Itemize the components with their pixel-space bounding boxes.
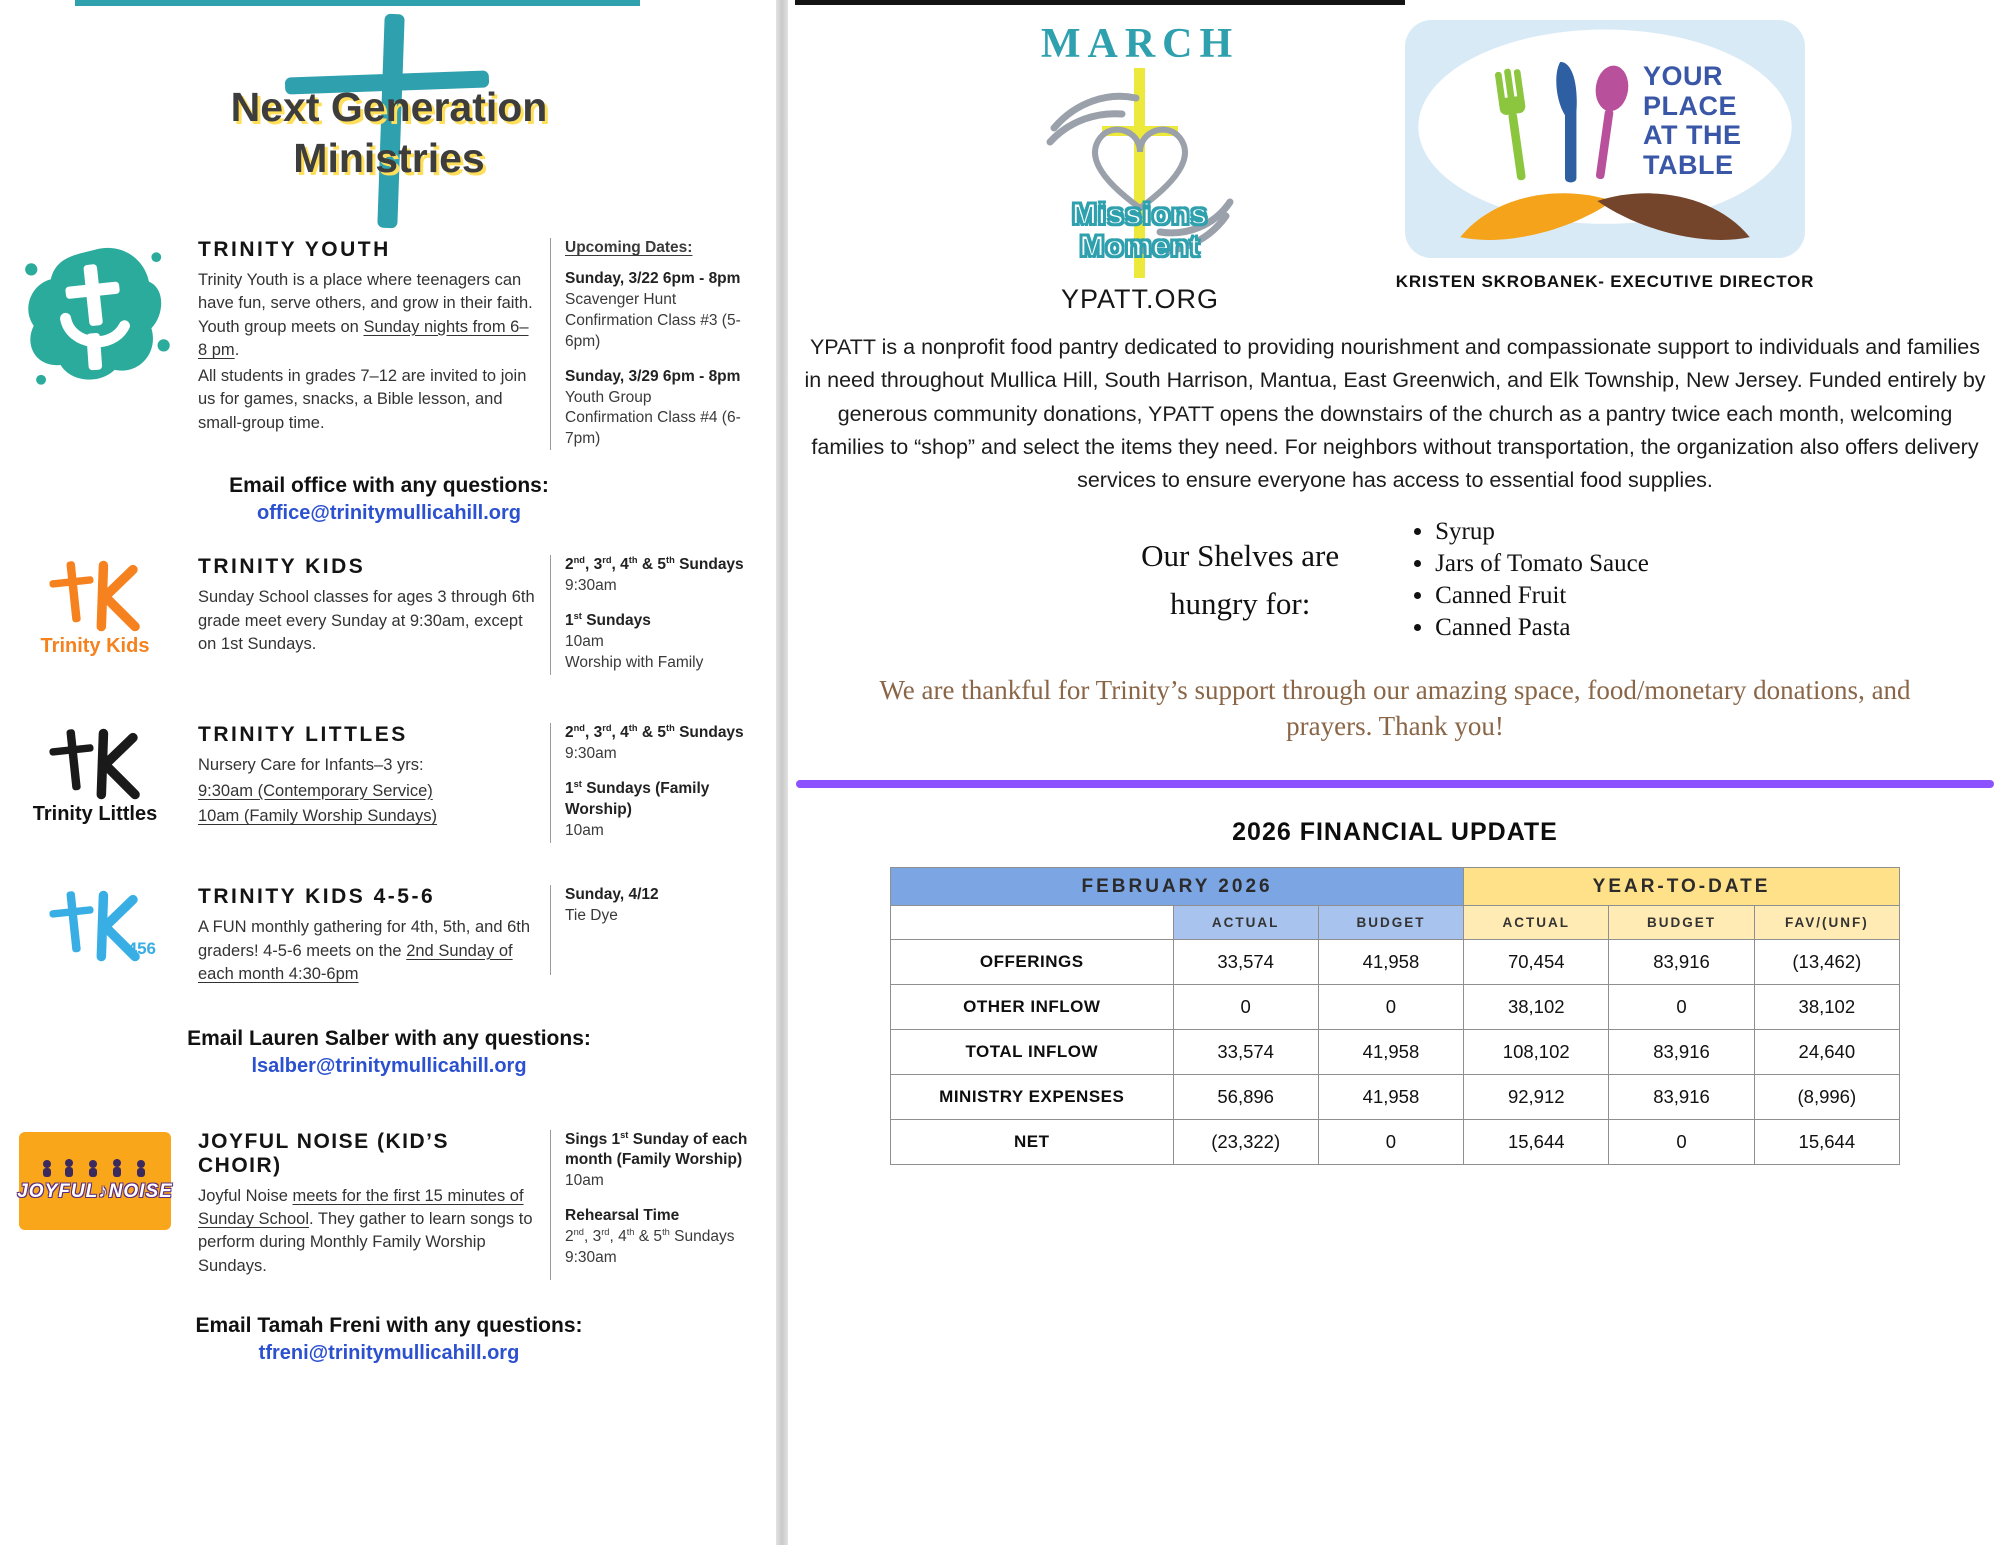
cell-value: 38,102 bbox=[1754, 985, 1899, 1030]
body-text: Trinity Youth is a place where teenagers can have fun, serve others, and grow in their faith. Youth group meets on bbox=[198, 271, 533, 336]
table-row bbox=[891, 1075, 1900, 1120]
year-to-date-header: YEAR-TO-DATE bbox=[1464, 868, 1900, 906]
456-label: 456 bbox=[127, 939, 156, 959]
trinity-youth-body2: All students in grades 7–12 are invited to join us for games, snacks, a Bible lesson, and small-group time. bbox=[198, 366, 527, 432]
ypatt-word: YOUR bbox=[1643, 61, 1724, 91]
row-label: OFFERINGS bbox=[891, 940, 1174, 985]
column-header: ACTUAL bbox=[1464, 906, 1609, 940]
schedule-line: 9:30am bbox=[565, 577, 617, 595]
thanks-message: We are thankful for Trinity’s support through our amazing space, food/monetary donations, and prayers. Thank you! bbox=[879, 674, 1911, 741]
trinity-littles-time2: 10am (Family Worship Sundays) bbox=[198, 807, 438, 826]
joyful-noise-logo bbox=[6, 1130, 184, 1230]
table-row bbox=[891, 940, 1900, 985]
email-tamah-label: Email Tamah Freni with any questions: bbox=[195, 1314, 583, 1338]
cell-value: (23,322) bbox=[1173, 1120, 1318, 1165]
joyful-noise-badge-icon bbox=[19, 1132, 171, 1230]
purple-divider bbox=[796, 780, 1994, 788]
ypatt-word: PLACE bbox=[1643, 90, 1738, 121]
trinity-littles-heading: TRINITY LITTLES bbox=[198, 723, 408, 747]
executive-director-label: KRISTEN SKROBANEK- EXECUTIVE DIRECTOR bbox=[1395, 272, 1815, 291]
date-title: Sunday, 3/29 6pm - 8pm bbox=[565, 367, 741, 385]
table-row bbox=[891, 985, 1900, 1030]
page-title-line1: Next Generation bbox=[230, 84, 548, 130]
shelves-section bbox=[796, 514, 1994, 646]
paint-splat-cross-icon bbox=[19, 240, 171, 392]
column-header: BUDGET bbox=[1609, 906, 1754, 940]
cell-value: 108,102 bbox=[1464, 1030, 1609, 1075]
trinity-littles-content bbox=[198, 723, 536, 830]
cell-value: 33,574 bbox=[1173, 940, 1318, 985]
corner-cell bbox=[891, 906, 1174, 940]
column-header: FAV/(UNF) bbox=[1754, 906, 1899, 940]
schedule-line: 2nd, 3rd, 4th & 5th Sundays bbox=[565, 1227, 735, 1246]
joyful-noise-content bbox=[198, 1130, 536, 1281]
ypatt-word: AT THE bbox=[1643, 120, 1742, 151]
cell-value: 15,644 bbox=[1464, 1120, 1609, 1165]
february-2026-header: FEBRUARY 2026 bbox=[891, 868, 1464, 906]
schedule-line: 9:30am bbox=[565, 1249, 617, 1267]
schedule-line: Tie Dye bbox=[565, 907, 618, 925]
your-place-at-the-table-logo bbox=[1405, 20, 1805, 260]
upcoming-dates-heading: Upcoming Dates: bbox=[565, 239, 693, 256]
cell-value: 24,640 bbox=[1754, 1030, 1899, 1075]
column-header: BUDGET bbox=[1318, 906, 1463, 940]
cell-value: 83,916 bbox=[1609, 1030, 1754, 1075]
body-underlined: meets for the first 15 minutes of Sunday School bbox=[198, 1186, 524, 1228]
table-subheader-row bbox=[891, 906, 1900, 940]
schedule-title: 1st Sundays bbox=[565, 610, 651, 630]
financial-table bbox=[890, 867, 1900, 1165]
trinity-kids-content bbox=[198, 555, 536, 658]
date-line: Scavenger Hunt bbox=[565, 290, 677, 308]
email-office-label: Email office with any questions: bbox=[229, 474, 549, 498]
table-row bbox=[891, 1030, 1900, 1075]
page-title-line2: Ministries bbox=[293, 135, 485, 182]
cell-value: 0 bbox=[1609, 985, 1754, 1030]
table-utensils-hands-icon bbox=[1405, 20, 1805, 258]
list-item: • Canned Pasta bbox=[1435, 614, 1649, 642]
march-label: MARCH bbox=[1040, 21, 1240, 67]
missions-moment-logo bbox=[1010, 68, 1270, 276]
ypatt-org-label: YPATT.ORG bbox=[1060, 284, 1219, 314]
needs-list bbox=[1409, 514, 1649, 646]
nextgen-header bbox=[6, 8, 772, 236]
list-item: • Canned Fruit bbox=[1435, 582, 1649, 610]
section-trinity-youth bbox=[6, 238, 772, 450]
trinity-youth-heading: TRINITY YOUTH bbox=[198, 238, 391, 261]
cell-value: 70,454 bbox=[1464, 940, 1609, 985]
table-group-header-row bbox=[891, 868, 1900, 906]
logo-word: NOISE bbox=[108, 1180, 173, 1202]
date-title: Sunday, 3/22 6pm - 8pm bbox=[565, 269, 741, 287]
schedule-title: Rehearsal Time bbox=[565, 1207, 680, 1225]
row-label: NET bbox=[891, 1120, 1174, 1165]
list-item: • Jars of Tomato Sauce bbox=[1435, 550, 1649, 578]
trinity-youth-dates bbox=[550, 238, 772, 450]
email-lauren-link[interactable]: lsalber@trinitymullicahill.org bbox=[251, 1054, 527, 1077]
trinity-youth-logo bbox=[6, 238, 184, 392]
section-trinity-kids-456 bbox=[6, 885, 772, 988]
cell-value: 15,644 bbox=[1754, 1120, 1899, 1165]
page-title bbox=[6, 82, 772, 185]
cell-value: 0 bbox=[1318, 1120, 1463, 1165]
music-note-icon: ♪ bbox=[98, 1180, 109, 1202]
joyful-noise-schedule bbox=[550, 1130, 772, 1280]
cell-value: 83,916 bbox=[1609, 1075, 1754, 1120]
body-text: . They gather to learn songs to perform during Monthly Family Worship Sundays. bbox=[198, 1209, 533, 1275]
trinity-littles-time1: 9:30am (Contemporary Service) bbox=[198, 781, 433, 800]
schedule-title: 2nd, 3rd, 4th & 5th Sundays bbox=[565, 555, 744, 574]
tk-cross-icon bbox=[40, 557, 150, 635]
missions-moment-column bbox=[788, 0, 2000, 1545]
cell-value: (13,462) bbox=[1754, 940, 1899, 985]
trinity-kids-456-heading: TRINITY KIDS 4-5-6 bbox=[198, 885, 436, 909]
body-text: . bbox=[234, 341, 240, 360]
schedule-title: 1st Sundays (Family Worship) bbox=[565, 778, 710, 819]
cell-value: 56,896 bbox=[1173, 1075, 1318, 1120]
section-trinity-kids bbox=[6, 555, 772, 675]
shelves-label-line1: Our Shelves are bbox=[1141, 537, 1340, 573]
trinity-kids-heading: TRINITY KIDS bbox=[198, 555, 366, 579]
trinity-littles-logo bbox=[6, 723, 184, 826]
kids-silhouette-icon bbox=[35, 1159, 155, 1177]
trinity-youth-body bbox=[198, 269, 536, 363]
schedule-line: 10am bbox=[565, 633, 604, 651]
schedule-title: Sunday, 4/12 bbox=[565, 886, 659, 904]
cell-value: 83,916 bbox=[1609, 940, 1754, 985]
schedule-line: 9:30am bbox=[565, 745, 617, 763]
joyful-noise-logo-text bbox=[17, 1181, 173, 1203]
body-text: Joyful Noise bbox=[198, 1186, 293, 1205]
financial-update-title: 2026 FINANCIAL UPDATE bbox=[1232, 818, 1558, 847]
cell-value: 41,958 bbox=[1318, 1030, 1463, 1075]
shelves-label-line2: hungry for: bbox=[1169, 585, 1311, 621]
email-lauren-block bbox=[6, 1027, 772, 1078]
missions-moment-block bbox=[970, 20, 1310, 315]
email-lauren-label: Email Lauren Salber with any questions: bbox=[187, 1026, 591, 1050]
trinity-kids-body: Sunday School classes for ages 3 through 6th grade meet every Sunday at 9:30am, except on 1st Sundays. bbox=[198, 588, 535, 654]
body-text: A FUN monthly gathering for 4th, 5th, and 6th graders! 4-5-6 meets on the bbox=[198, 918, 531, 960]
email-tamah-link[interactable]: tfreni@trinitymullicahill.org bbox=[258, 1342, 520, 1365]
tk-cross-icon bbox=[40, 725, 150, 803]
date-line: Youth Group bbox=[565, 388, 652, 406]
trinity-kids-logo-label: Trinity Kids bbox=[40, 635, 150, 658]
list-item: • Syrup bbox=[1435, 518, 1649, 546]
schedule-line: 10am bbox=[565, 1172, 604, 1190]
cell-value: 38,102 bbox=[1464, 985, 1609, 1030]
cell-value: 41,958 bbox=[1318, 940, 1463, 985]
table-row bbox=[891, 1120, 1900, 1165]
cell-value: 33,574 bbox=[1173, 1030, 1318, 1075]
body-underlined: 2nd Sunday of each month 4:30-6pm bbox=[198, 941, 513, 984]
tk-456-cross-icon bbox=[40, 887, 156, 965]
trinity-kids-456-schedule bbox=[550, 885, 772, 975]
cell-value: 0 bbox=[1609, 1120, 1754, 1165]
section-joyful-noise bbox=[6, 1130, 772, 1281]
row-label: TOTAL INFLOW bbox=[891, 1030, 1174, 1075]
trinity-kids-schedule bbox=[550, 555, 772, 675]
trinity-littles-logo-label: Trinity Littles bbox=[32, 803, 158, 826]
cell-value: 0 bbox=[1173, 985, 1318, 1030]
ypatt-logo-block bbox=[1390, 20, 1820, 292]
trinity-youth-content bbox=[198, 238, 536, 437]
ypatt-word: TABLE bbox=[1643, 150, 1734, 181]
wordmark-line1: Missions bbox=[1071, 198, 1209, 231]
cell-value: 0 bbox=[1318, 985, 1463, 1030]
page-column-divider bbox=[776, 0, 788, 1545]
next-generation-column bbox=[0, 0, 776, 1545]
trinity-kids-456-body bbox=[198, 916, 536, 986]
trinity-littles-schedule bbox=[550, 723, 772, 843]
missions-header-row bbox=[796, 14, 1994, 315]
schedule-line: Worship with Family bbox=[565, 653, 704, 671]
email-tamah-block bbox=[6, 1314, 772, 1365]
cell-value: 41,958 bbox=[1318, 1075, 1463, 1120]
section-trinity-littles bbox=[6, 723, 772, 843]
trinity-littles-body: Nursery Care for Infants–3 yrs: bbox=[198, 756, 424, 775]
row-label: OTHER INFLOW bbox=[891, 985, 1174, 1030]
logo-word: JOYFUL bbox=[17, 1180, 99, 1202]
email-office-block bbox=[6, 474, 772, 525]
ypatt-description: YPATT is a nonprofit food pantry dedicated to providing nourishment and compassionate support to individuals and families in need throughout Mullica Hill, South Harrison, Mantua, East Greenwich, and Elk Township, New Jersey. Funded entirely by generous community donations, YPATT opens the downstairs of the church as a pantry twice each month, welcoming families to “shop” and select the items they need. For neighbors without transportation, the organization also offers delivery services to ensure everyone has access to essential food supplies. bbox=[804, 335, 1986, 493]
email-office-link[interactable]: office@trinitymullicahill.org bbox=[257, 502, 521, 525]
date-line: Confirmation Class #4 (6-7pm) bbox=[565, 409, 741, 448]
cell-value: (8,996) bbox=[1754, 1075, 1899, 1120]
row-label: MINISTRY EXPENSES bbox=[891, 1075, 1174, 1120]
joyful-noise-body bbox=[198, 1185, 536, 1279]
missions-moment-wordmark bbox=[1010, 199, 1270, 262]
trinity-kids-logo bbox=[6, 555, 184, 658]
wordmark-line2: Moment bbox=[1079, 229, 1201, 263]
joyful-noise-heading: JOYFUL NOISE (KID’S CHOIR) bbox=[198, 1129, 449, 1177]
date-line: Confirmation Class #3 (5-6pm) bbox=[565, 311, 741, 350]
schedule-line: 10am bbox=[565, 821, 604, 839]
ypatt-wordmark bbox=[1643, 62, 1742, 181]
trinity-kids-456-logo bbox=[6, 885, 184, 965]
schedule-title: 2nd, 3rd, 4th & 5th Sundays bbox=[565, 723, 744, 742]
top-black-strip bbox=[795, 0, 1405, 5]
schedule-title: Sings 1st Sunday of each month (Family Worship) bbox=[565, 1129, 748, 1169]
column-header: ACTUAL bbox=[1173, 906, 1318, 940]
shelves-label bbox=[1141, 532, 1339, 628]
body-underlined: Sunday nights from 6–8 pm bbox=[198, 317, 529, 360]
top-teal-strip bbox=[75, 0, 640, 6]
trinity-kids-456-content bbox=[198, 885, 536, 988]
cell-value: 92,912 bbox=[1464, 1075, 1609, 1120]
